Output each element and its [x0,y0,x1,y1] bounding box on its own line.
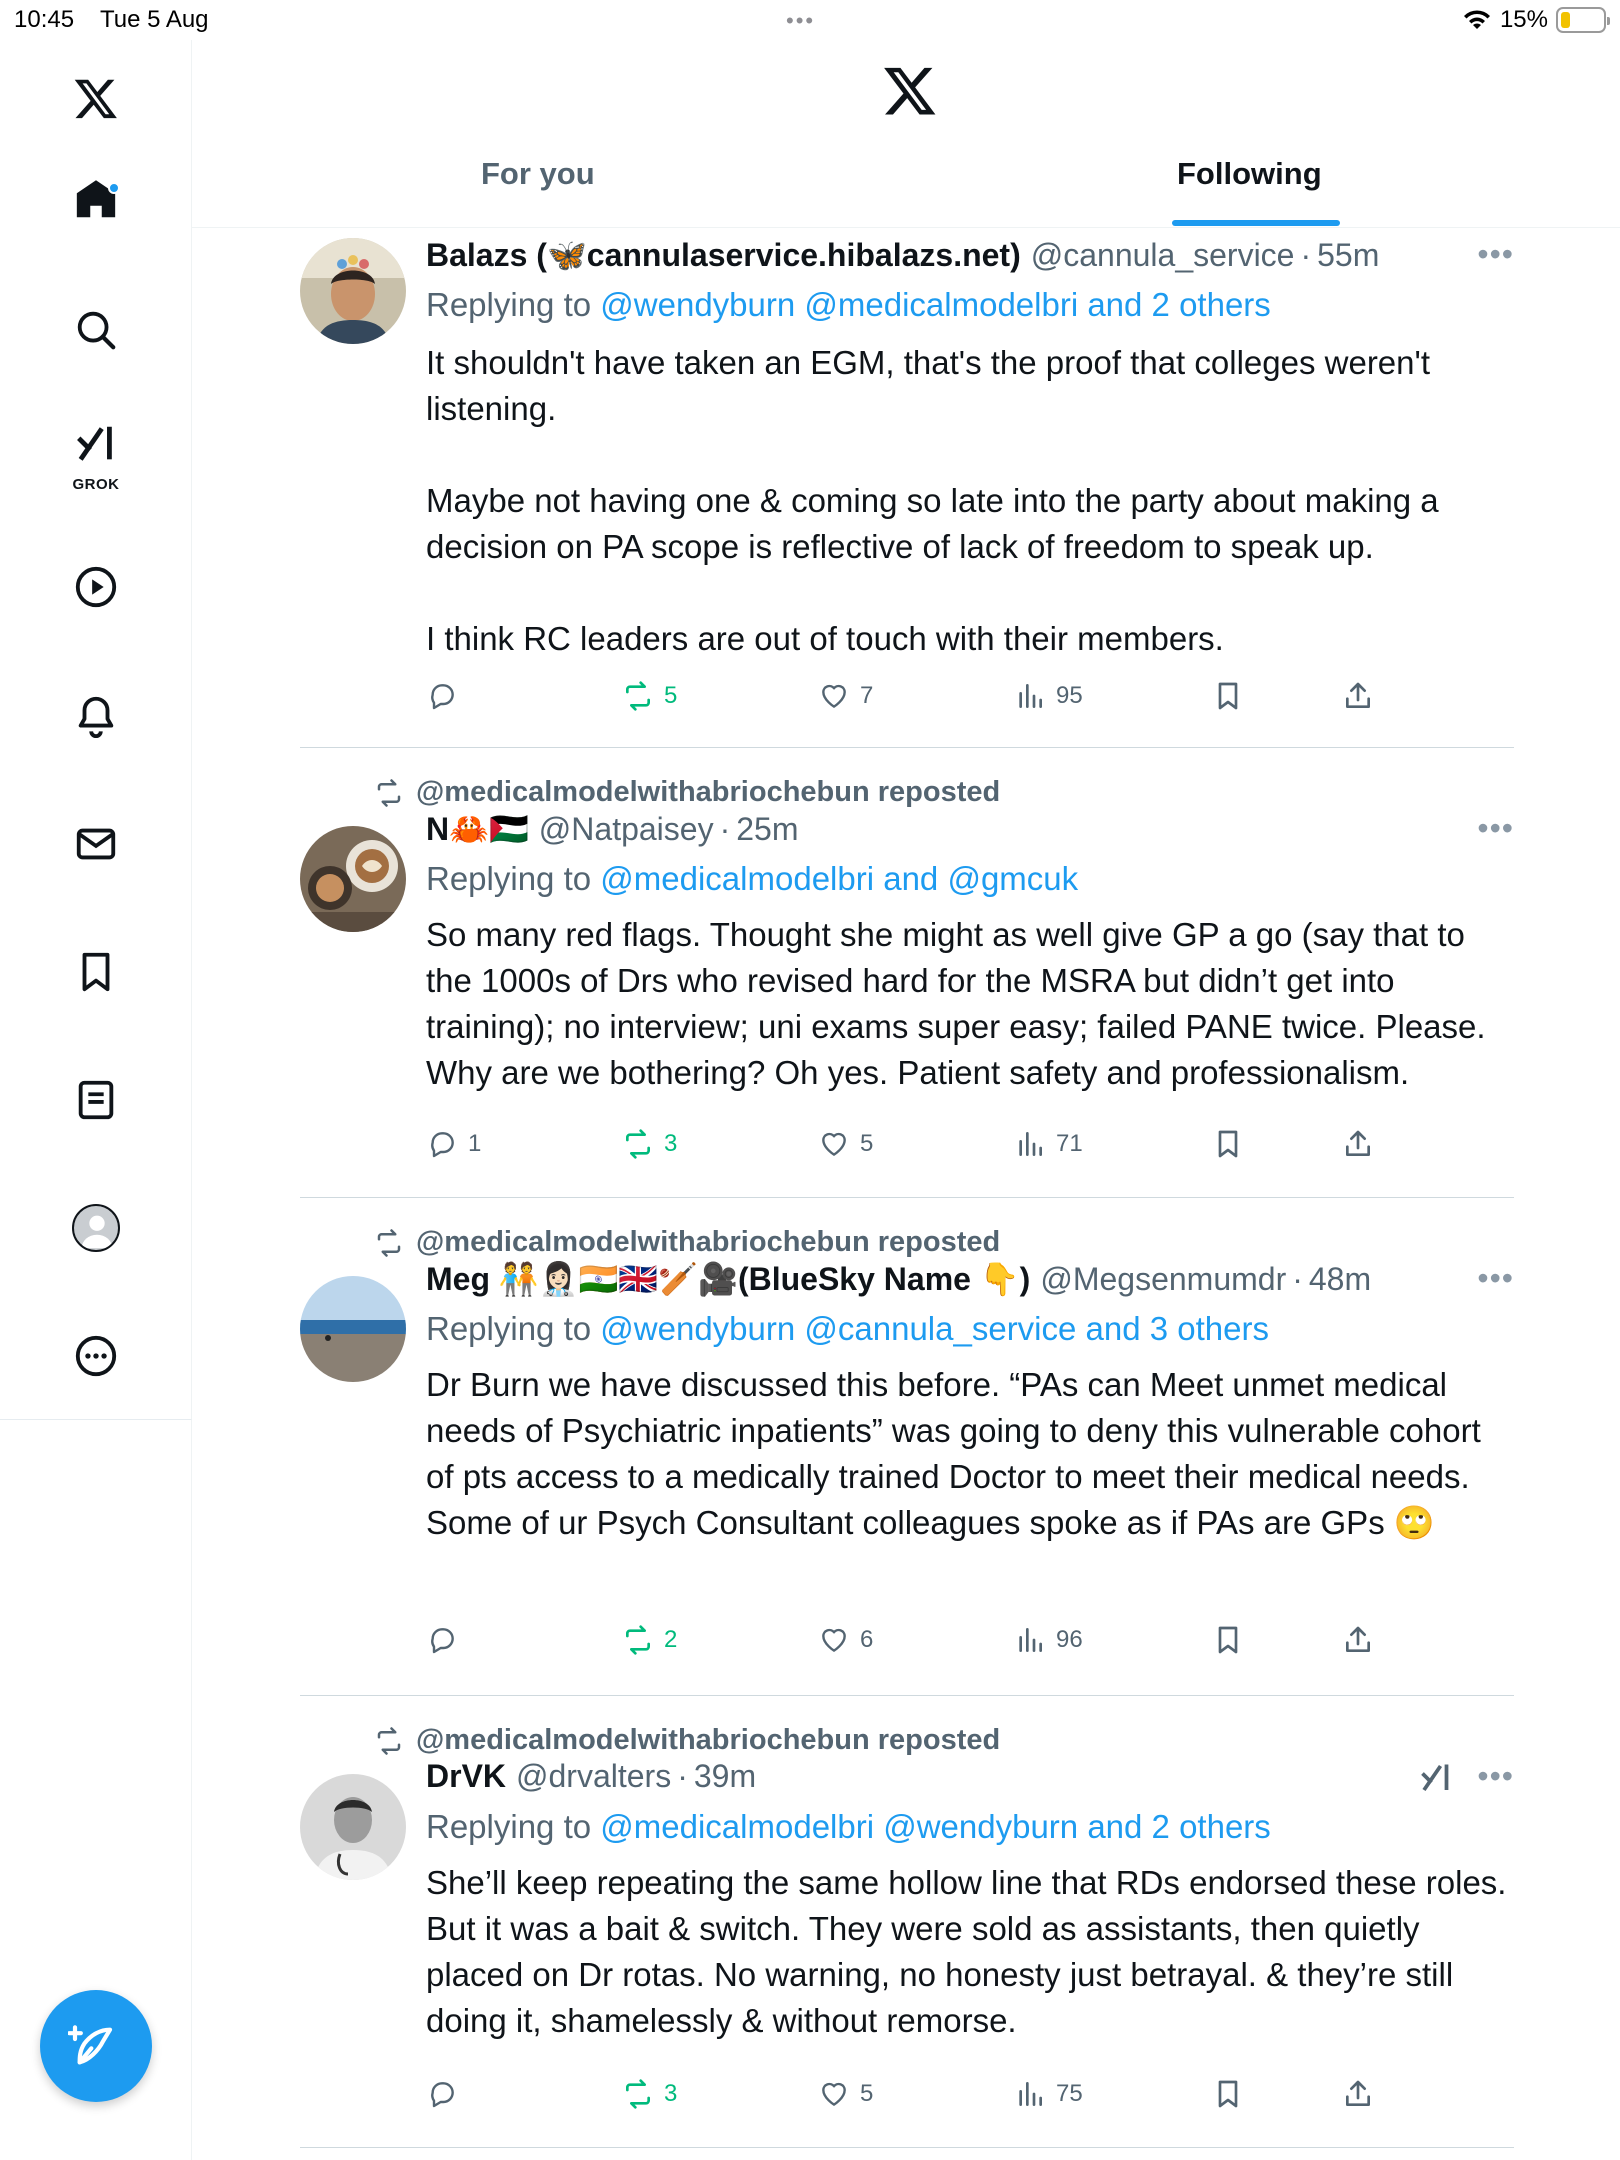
sidebar [0,40,192,1420]
replying-to [426,286,1271,324]
home-new-posts-dot [108,182,120,194]
bookmark-icon [1212,1128,1244,1160]
reply-button[interactable] [426,680,468,712]
tab-for-you[interactable]: For you [481,156,595,191]
sidebar-item-more[interactable] [0,1306,192,1406]
like-count: 5 [860,1130,874,1157]
repost-button[interactable] [622,680,677,712]
author-name[interactable]: DrVK [426,1758,507,1794]
post-time[interactable]: 25m [736,810,799,847]
grok-icon[interactable] [1418,1760,1454,1796]
repost-button[interactable] [622,1624,677,1656]
like-button[interactable] [818,680,873,712]
replying-to-prefix: Replying to [426,286,592,323]
reply-icon [426,1128,458,1160]
sidebar-item-videos[interactable] [0,537,192,637]
status-time: 10:45 [14,6,75,33]
reply-icon [426,680,458,712]
share-button[interactable] [1342,2078,1374,2110]
replying-to-prefix: Replying to [426,1310,592,1347]
repost-button[interactable] [622,2078,677,2110]
repost-button[interactable] [622,1128,677,1160]
heart-icon [818,1624,850,1656]
repost-icon [374,1228,404,1258]
like-count: 7 [860,682,874,709]
avatar-icon [72,1204,120,1252]
battery-percent: 15% [1499,6,1548,33]
replying-to-users[interactable]: @wendyburn @cannula_service and 3 others [600,1310,1269,1347]
post[interactable] [300,748,1514,1198]
x-logo-icon [882,62,938,118]
replying-to-users[interactable]: @medicalmodelbri @wendyburn and 2 others [600,1808,1271,1845]
reply-icon [426,1624,458,1656]
share-button[interactable] [1342,1128,1374,1160]
repost-count: 2 [664,1626,678,1653]
reply-icon [426,2078,458,2110]
sidebar-item-explore[interactable] [0,280,192,380]
post-time[interactable]: 55m [1317,236,1380,273]
reposted-by[interactable]: @medicalmodelwithabriochebun reposted [416,1226,1001,1258]
bookmark-button[interactable] [1212,1624,1244,1656]
like-count: 6 [860,1626,874,1653]
reply-count: 1 [468,1130,482,1157]
replying-to [426,1808,1271,1846]
multitasking-dots-icon[interactable]: ••• [786,8,816,33]
replying-to-users[interactable]: @medicalmodelbri and @gmcuk [600,860,1079,897]
reposted-by[interactable]: @medicalmodelwithabriochebun reposted [416,1724,1001,1756]
replying-to [426,860,1078,898]
replying-to [426,1310,1269,1348]
views-button[interactable] [1014,1624,1083,1656]
more-options-icon[interactable]: ••• [1477,236,1514,272]
views-icon [1014,1624,1046,1656]
author-handle[interactable]: @cannula_service [1030,236,1295,273]
views-button[interactable] [1014,1128,1083,1160]
sidebar-item-messages[interactable] [0,794,192,894]
bell-icon [73,693,119,739]
post-actions [426,1128,1426,1172]
repost-icon [374,778,404,808]
post[interactable] [300,1198,1514,1696]
compose-icon [68,2018,124,2074]
post-time[interactable]: 48m [1308,1260,1372,1297]
share-icon [1342,2078,1374,2110]
sidebar-item-notifications[interactable] [0,666,192,766]
reply-button[interactable] [426,1624,468,1656]
post-header: Balazs (🦋cannulaservice.hibalazs.net) @cannula_service · 55m [426,236,1380,273]
bookmark-button[interactable] [1212,2078,1244,2110]
active-tab-indicator [1172,220,1340,226]
sidebar-item-grok[interactable] [0,404,192,484]
play-icon [73,564,119,610]
more-options-icon[interactable]: ••• [1477,1758,1514,1794]
post-header: DrVK @drvalters · 39m [426,1758,757,1794]
bookmark-icon [1212,1624,1244,1656]
sidebar-item-profile[interactable] [0,1178,192,1278]
author-name[interactable]: N🦀🇵🇸 [426,811,529,847]
view-count: 71 [1056,1130,1083,1157]
post-header: Meg 🧑‍🤝‍🧑👩🏻‍⚕️🇮🇳🇬🇧🏏🎥(BlueSky Name 👇) @Megsenmumdr · 48m [426,1260,1372,1297]
bookmark-button[interactable] [1212,1128,1244,1160]
author-name[interactable]: Meg 🧑‍🤝‍🧑👩🏻‍⚕️🇮🇳🇬🇧🏏🎥(BlueSky Name 👇) [426,1261,1031,1297]
avatar[interactable] [300,1774,406,1880]
post-actions [426,2078,1426,2122]
repost-icon [622,1128,654,1160]
compose-button[interactable] [40,1990,152,2102]
heart-icon [818,2078,850,2110]
like-count: 5 [860,2080,874,2107]
post[interactable] [300,228,1514,748]
view-count: 75 [1056,2080,1083,2107]
sidebar-item-home[interactable] [0,150,192,250]
more-options-icon[interactable]: ••• [1477,1260,1514,1296]
repost-icon [374,1726,404,1756]
share-button[interactable] [1342,680,1374,712]
status-right [1462,6,1606,34]
mail-icon [73,821,119,867]
avatar[interactable] [300,238,406,344]
battery-icon [1556,7,1606,33]
bookmark-icon [1212,2078,1244,2110]
author-handle[interactable]: @drvalters [516,1758,672,1794]
post-actions [426,680,1426,724]
post-text: Dr Burn we have discussed this before. “PAs can Meet unmet medical needs of Psychiatric inpatients” was going to deny this vulnerable cohort of pts access to a medically trained Doctor to meet their medical needs. Some of ur Psych Consultant colleagues spoke as if PAs are GPs 🙄 [426,1366,1490,1541]
views-button[interactable] [1014,680,1083,712]
repost-count: 3 [664,2080,678,2107]
repost-indicator [374,776,1000,809]
post-time[interactable]: 39m [693,1758,757,1794]
avatar[interactable] [300,826,406,932]
bookmark-icon [73,949,119,995]
timeline-header [192,40,1620,228]
like-button[interactable] [818,1128,873,1160]
sidebar-item-bookmarks[interactable] [0,922,192,1022]
views-button[interactable] [1014,2078,1083,2110]
post-text: It shouldn't have taken an EGM, that's the proof that colleges weren't listening. Maybe not having one & coming so late into the party about making a decision on PA scope is reflective of lack of freedom to speak up. I think RC leaders are out of touch with their members. [426,344,1439,657]
reply-button[interactable] [426,2078,468,2110]
author-handle[interactable]: @Natpaisey [538,810,714,847]
repost-icon [622,2078,654,2110]
repost-icon [622,680,654,712]
reposted-by[interactable]: @medicalmodelwithabriochebun reposted [416,776,1001,808]
views-icon [1014,680,1046,712]
share-icon [1342,680,1374,712]
more-options-icon[interactable]: ••• [1477,810,1514,846]
like-button[interactable] [818,1624,873,1656]
view-count: 96 [1056,1626,1083,1653]
views-icon [1014,2078,1046,2110]
repost-indicator [374,1724,1000,1757]
replying-to-prefix: Replying to [426,1808,592,1845]
repost-count: 3 [664,1130,678,1157]
heart-icon [818,680,850,712]
author-name[interactable]: Balazs (🦋cannulaservice.hibalazs.net) [426,237,1021,273]
author-handle[interactable]: @Megsenmumdr [1040,1260,1287,1297]
replying-to-prefix: Replying to [426,860,592,897]
reply-button[interactable] [426,1128,481,1160]
repost-icon [622,1624,654,1656]
wifi-icon [1462,8,1492,32]
post[interactable] [300,1696,1514,2148]
heart-icon [818,1128,850,1160]
sidebar-item-lists[interactable] [0,1050,192,1150]
bookmark-button[interactable] [1212,680,1244,712]
repost-count: 5 [664,682,678,709]
sidebar-item-x-logo[interactable] [0,48,192,148]
grok-label: GROK [72,476,120,493]
bookmark-icon [1212,680,1244,712]
status-bar [0,0,1620,40]
share-icon [1342,1128,1374,1160]
post-header: N🦀🇵🇸 @Natpaisey · 25m [426,810,799,847]
repost-indicator [374,1226,1000,1259]
view-count: 95 [1056,682,1083,709]
avatar[interactable] [300,1276,406,1382]
post-actions [426,1624,1426,1668]
tab-following[interactable]: Following [1177,156,1322,191]
status-date: Tue 5 Aug [100,6,209,33]
views-icon [1014,1128,1046,1160]
timeline-feed [300,228,1514,2148]
replying-to-users[interactable]: @wendyburn @medicalmodelbri and 2 others [600,286,1271,323]
search-icon [73,307,119,353]
sidebar-divider [191,1420,192,2160]
like-button[interactable] [818,2078,873,2110]
more-circle-icon [73,1333,119,1379]
list-icon [73,1077,119,1123]
post-text: So many red flags. Thought she might as well give GP a go (say that to the 1000s of Drs who revised hard for the MSRA but didn’t get into training); no interview; uni exams super easy; failed PANE twice. Please. Why are we bothering? Oh yes. Patient safety and professionalism. [426,916,1495,1091]
grok-icon [73,421,119,467]
share-button[interactable] [1342,1624,1374,1656]
post-text: She’ll keep repeating the same hollow line that RDs endorsed these roles. But it was a bait & switch. They were sold as assistants, then quietly placed on Dr rotas. No warning, no honesty just betrayal. & they’re still doing it, shamelessly & without remorse. [426,1864,1516,2039]
x-logo-icon [73,75,119,121]
share-icon [1342,1624,1374,1656]
